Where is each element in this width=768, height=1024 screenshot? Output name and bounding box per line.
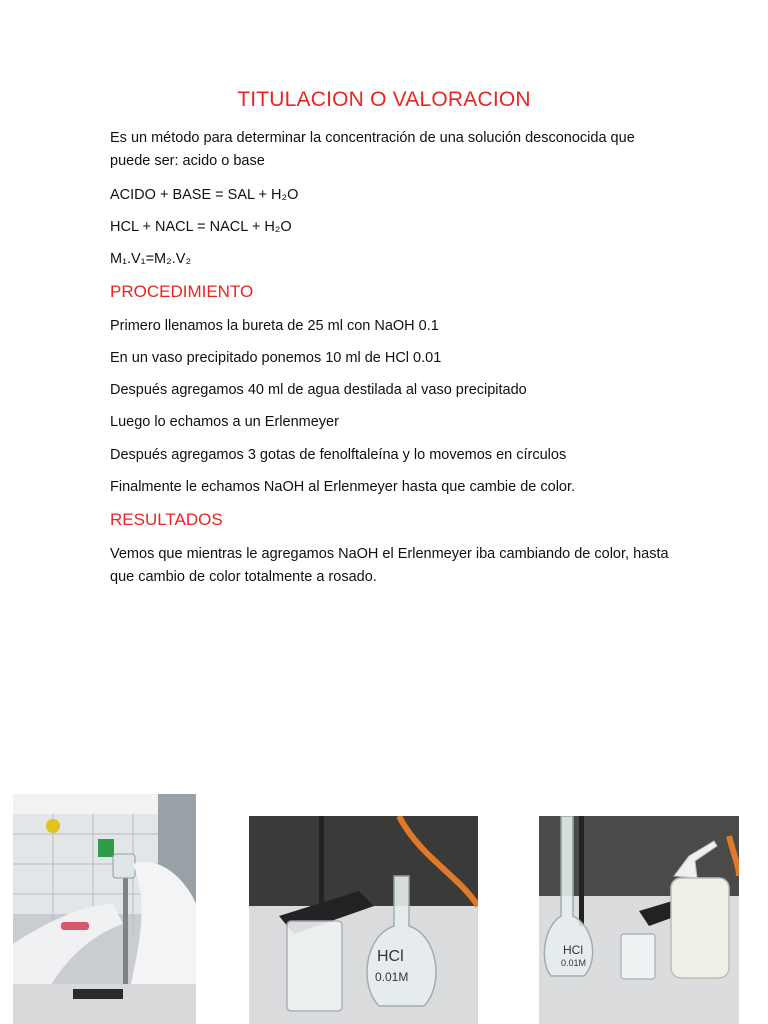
photo-lab-setup (13, 794, 196, 1024)
photo-flask-washbottle (539, 816, 739, 1024)
results-heading: RESULTADOS (110, 510, 223, 529)
photo-beaker-flask (249, 816, 478, 1024)
procedure-heading: PROCEDIMIENTO (110, 282, 254, 301)
procedure-step: Después agregamos 3 gotas de fenolftaleína y lo movemos en círculos (110, 447, 567, 463)
procedure-step: Luego lo echamos a un Erlenmeyer (110, 414, 339, 430)
intro-text: Es un método para determinar la concentración de una solución desconocida que puede ser: acido o base (110, 130, 635, 169)
flask-label-1b: 0.01M (375, 970, 409, 984)
procedure-step: Después agregamos 40 ml de agua destilada al vaso precipitado (110, 382, 527, 398)
formula-acid-base: ACIDO + BASE = SAL + H₂O (110, 187, 299, 203)
flask-label-1: HCl (377, 948, 404, 965)
formula-hcl-nacl: HCL + NACL = NACL + H₂O (110, 219, 292, 235)
procedure-step: Finalmente le echamos NaOH al Erlenmeyer hasta que cambie de color. (110, 479, 576, 495)
procedure-step: En un vaso precipitado ponemos 10 ml de HCl 0.01 (110, 350, 442, 366)
formula-m1v1: M₁.V₁=M₂.V₂ (110, 251, 192, 267)
flask-label-2: HCl (563, 943, 583, 957)
results-text: Vemos que mientras le agregamos NaOH el Erlenmeyer iba cambiando de color, hasta que cambio de color totalmente a rosado. (110, 546, 669, 585)
procedure-step: Primero llenamos la bureta de 25 ml con NaOH 0.1 (110, 318, 439, 334)
flask-label-2b: 0.01M (561, 958, 587, 968)
page-title: TITULACION O VALORACION (237, 88, 531, 111)
